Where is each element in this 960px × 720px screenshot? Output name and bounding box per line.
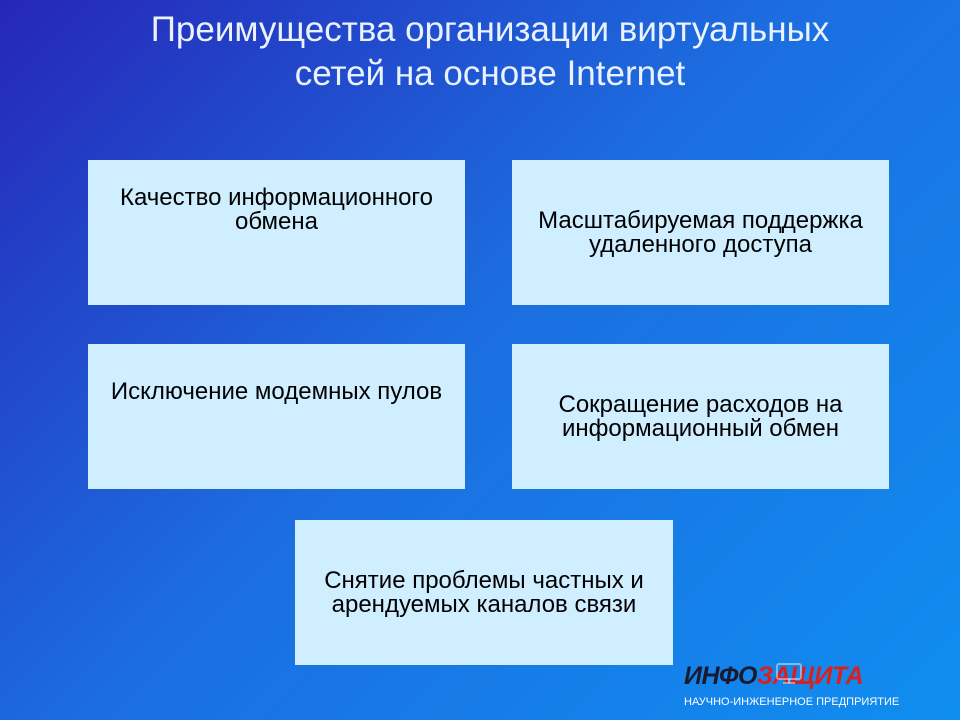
logo-part-info: ИНФО	[684, 662, 757, 690]
company-logo	[684, 662, 944, 712]
logo-part-zashchita: ЗАЩИТА	[757, 662, 864, 690]
advantage-text-1: Качество информационного обмена	[119, 184, 434, 235]
advantage-box-2	[512, 160, 889, 305]
advantage-box-1	[88, 160, 465, 305]
advantage-box-4	[512, 344, 889, 489]
advantage-text-2: Масштабируемая поддержка удаленного доступа	[538, 206, 863, 258]
presentation-watermark-icon	[774, 662, 804, 684]
advantage-text-4: Сокращение расходов на информационный обмен	[558, 390, 843, 442]
slide-title: Преимущества организации виртуальных сетей на основе Internet	[150, 10, 830, 93]
advantage-text-5: Снятие проблемы частных и арендуемых каналов связи	[324, 566, 644, 618]
advantage-text-3: Исключение модемных пулов	[110, 378, 443, 405]
advantage-box-5	[295, 520, 673, 665]
logo-subtitle: НАУЧНО-ИНЖЕНЕРНОЕ ПРЕДПРИЯТИЕ	[684, 696, 900, 708]
advantage-box-3	[88, 344, 465, 489]
